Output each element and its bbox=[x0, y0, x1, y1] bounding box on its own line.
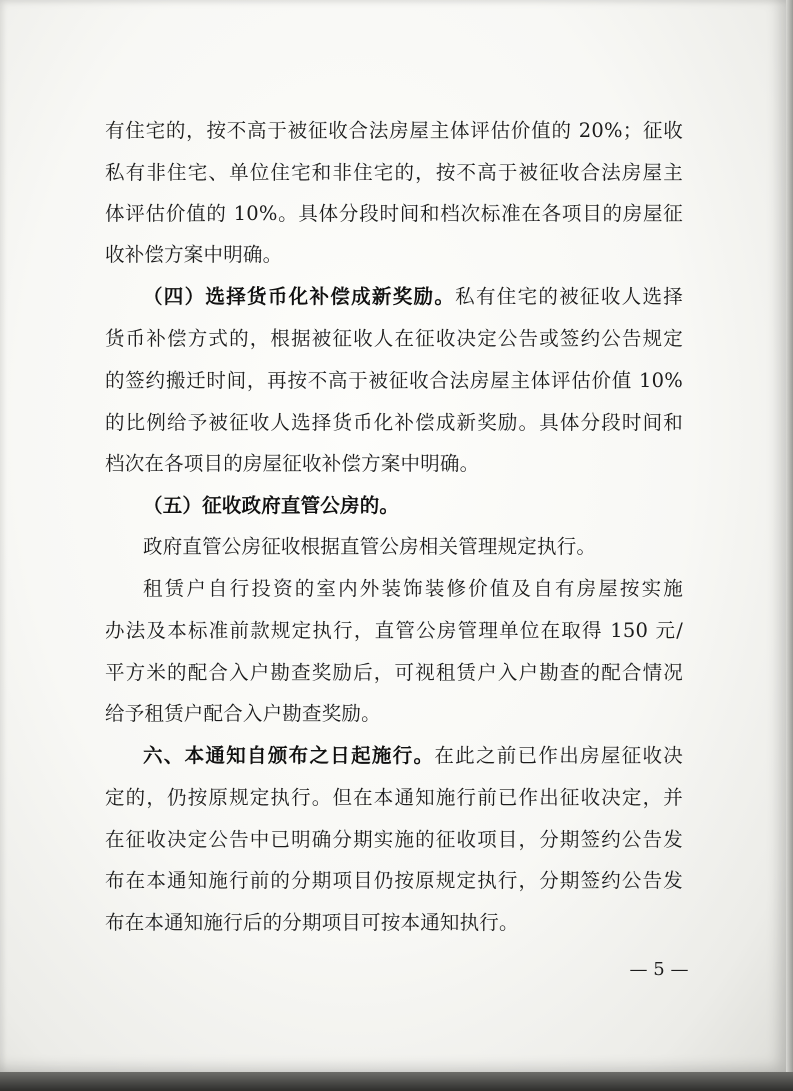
text-line-3 bbox=[105, 199, 683, 229]
line-text: 布在本通知施行前的分期项目仍按原规定执行，分期签约公告发 bbox=[105, 869, 683, 892]
text-line-2 bbox=[105, 158, 683, 188]
section-6-heading-line bbox=[143, 741, 683, 771]
text-line-15 bbox=[105, 699, 683, 729]
line-text: 布在本通知施行后的分期项目可按本通知执行。 bbox=[105, 911, 519, 934]
scan-bottom-edge bbox=[0, 1072, 793, 1091]
line-text: 有住宅的，按不高于被征收合法房屋主体评估价值的 20%；征收 bbox=[105, 119, 683, 142]
line-text: 货币补偿方式的，根据被征收人在征收决定公告或签约公告规定 bbox=[105, 327, 683, 350]
bold-lead-in: （四）选择货币化补偿成新奖励。 bbox=[143, 285, 456, 308]
line-text: 定的，仍按原规定执行。但在本通知施行前已作出征收决定，并 bbox=[105, 786, 683, 809]
text-line-11 bbox=[143, 532, 683, 562]
text-line-8 bbox=[105, 408, 683, 438]
text-line-14 bbox=[105, 658, 683, 688]
text-line-9 bbox=[105, 449, 683, 479]
text-line-12 bbox=[143, 574, 683, 604]
text-line-13 bbox=[105, 616, 683, 646]
line-text: 租赁户自行投资的室内外装饰装修价值及自有房屋按实施 bbox=[143, 577, 683, 600]
line-text: 给予租赁户配合入户勘查奖励。 bbox=[105, 702, 381, 725]
text-line-19 bbox=[105, 866, 683, 896]
text-line-4 bbox=[105, 240, 683, 270]
line-text: 在征收决定公告中已明确分期实施的征收项目，分期签约公告发 bbox=[105, 828, 683, 851]
text-line-7 bbox=[105, 366, 683, 396]
line-text: 政府直管公房征收根据直管公房相关管理规定执行。 bbox=[143, 535, 597, 558]
line-text: 的签约搬迁时间，再按不高于被征收合法房屋主体评估价值 10% bbox=[105, 369, 683, 392]
line-text: 体评估价值的 10%。具体分段时间和档次标准在各项目的房屋征 bbox=[105, 202, 683, 225]
line-text: 的比例给予被征收人选择货币化补偿成新奖励。具体分段时间和 bbox=[105, 411, 683, 434]
text-line-20 bbox=[105, 908, 683, 938]
text-line-18 bbox=[105, 825, 683, 855]
line-text: 在此之前已作出房屋征收决 bbox=[434, 744, 683, 767]
line-text: 私有非住宅、单位住宅和非住宅的，按不高于被征收合法房屋主 bbox=[105, 161, 683, 184]
line-text: 档次在各项目的房屋征收补偿方案中明确。 bbox=[105, 452, 480, 475]
text-line-6 bbox=[105, 324, 683, 354]
line-text: 办法及本标准前款规定执行，直管公房管理单位在取得 150 元/ bbox=[105, 619, 683, 642]
text-line-17 bbox=[105, 783, 683, 813]
sheet-right-edge bbox=[786, 0, 793, 1072]
bold-lead-in: （五）征收政府直管公房的。 bbox=[143, 494, 400, 517]
text-line-1 bbox=[105, 116, 683, 146]
line-text: 私有住宅的被征收人选择 bbox=[455, 285, 683, 308]
section-5-heading bbox=[143, 491, 683, 521]
bold-lead-in: 六、本通知自颁布之日起施行。 bbox=[143, 744, 435, 767]
line-text: 收补偿方案中明确。 bbox=[105, 243, 283, 266]
line-text: 平方米的配合入户勘查奖励后，可视租赁户入户勘查的配合情况 bbox=[105, 661, 683, 684]
page-number: — 5 — bbox=[629, 959, 689, 980]
section-4-heading-line bbox=[143, 282, 683, 312]
